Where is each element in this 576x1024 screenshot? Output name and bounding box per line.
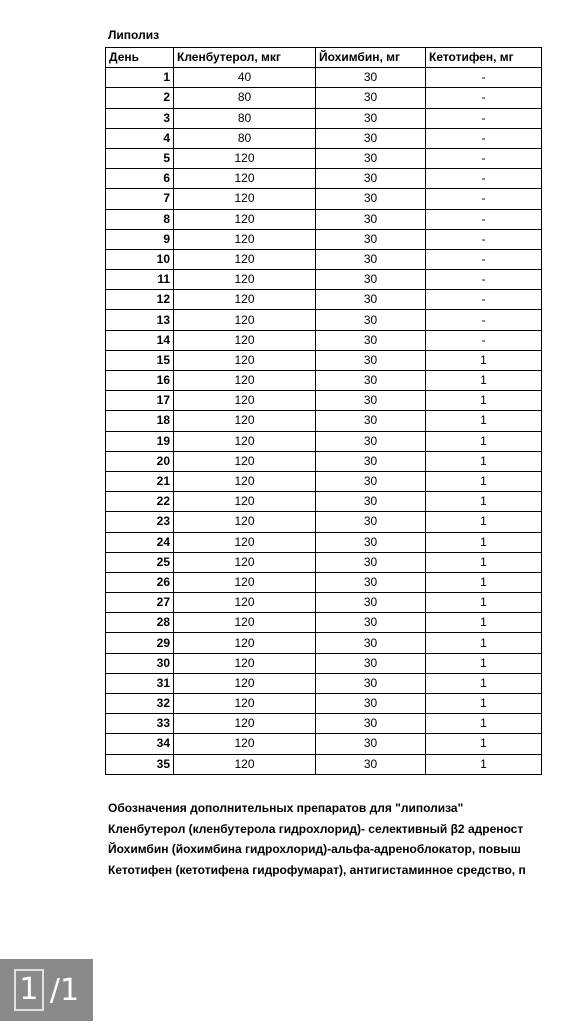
cell-yohimbine: 30: [316, 613, 426, 633]
cell-yohimbine: 30: [316, 290, 426, 310]
cell-ketotifen: -: [426, 128, 542, 148]
note-clenbuterol: Кленбутерол (кленбутерола гидрохлорид)- селективный β2 адреност: [108, 821, 524, 836]
cell-day: 24: [106, 532, 174, 552]
cell-clenbuterol: 120: [174, 572, 316, 592]
cell-day: 8: [106, 209, 174, 229]
cell-day: 7: [106, 189, 174, 209]
table-header-row: [106, 48, 542, 68]
cell-day: 28: [106, 613, 174, 633]
cell-clenbuterol: 120: [174, 532, 316, 552]
cell-clenbuterol: 120: [174, 391, 316, 411]
cell-clenbuterol: 120: [174, 189, 316, 209]
cell-clenbuterol: 120: [174, 411, 316, 431]
cell-day: 4: [106, 128, 174, 148]
table-row: [106, 88, 542, 108]
table-row: [106, 492, 542, 512]
cell-yohimbine: 30: [316, 633, 426, 653]
cell-day: 34: [106, 734, 174, 754]
table-row: [106, 310, 542, 330]
cell-ketotifen: -: [426, 68, 542, 88]
table-row: [106, 572, 542, 592]
cell-day: 13: [106, 310, 174, 330]
page-indicator[interactable]: [0, 959, 93, 1021]
cell-yohimbine: 30: [316, 108, 426, 128]
cell-clenbuterol: 120: [174, 209, 316, 229]
cell-ketotifen: -: [426, 270, 542, 290]
cell-ketotifen: 1: [426, 572, 542, 592]
table-row: [106, 68, 542, 88]
cell-yohimbine: 30: [316, 350, 426, 370]
table-row: [106, 189, 542, 209]
table-row: [106, 633, 542, 653]
cell-ketotifen: -: [426, 310, 542, 330]
cell-yohimbine: 30: [316, 68, 426, 88]
cell-clenbuterol: 120: [174, 593, 316, 613]
table-row: [106, 593, 542, 613]
cell-ketotifen: -: [426, 290, 542, 310]
cell-day: 19: [106, 431, 174, 451]
cell-day: 16: [106, 371, 174, 391]
cell-clenbuterol: 80: [174, 128, 316, 148]
cell-clenbuterol: 80: [174, 88, 316, 108]
cell-ketotifen: 1: [426, 653, 542, 673]
cell-clenbuterol: 120: [174, 249, 316, 269]
cell-ketotifen: -: [426, 229, 542, 249]
cell-clenbuterol: 120: [174, 653, 316, 673]
cell-day: 26: [106, 572, 174, 592]
cell-clenbuterol: 120: [174, 148, 316, 168]
cell-day: 31: [106, 673, 174, 693]
table-row: [106, 411, 542, 431]
cell-clenbuterol: 120: [174, 270, 316, 290]
cell-clenbuterol: 80: [174, 108, 316, 128]
table-row: [106, 108, 542, 128]
cell-ketotifen: 1: [426, 512, 542, 532]
table-row: [106, 613, 542, 633]
cell-yohimbine: 30: [316, 673, 426, 693]
cell-clenbuterol: 120: [174, 371, 316, 391]
cell-clenbuterol: 120: [174, 451, 316, 471]
cell-yohimbine: 30: [316, 471, 426, 491]
header-day: День: [106, 48, 174, 68]
cell-day: 23: [106, 512, 174, 532]
cell-ketotifen: 1: [426, 694, 542, 714]
cell-day: 5: [106, 148, 174, 168]
cell-ketotifen: 1: [426, 593, 542, 613]
cell-ketotifen: 1: [426, 391, 542, 411]
cell-yohimbine: 30: [316, 431, 426, 451]
table-row: [106, 148, 542, 168]
dosage-table: [105, 47, 542, 775]
cell-day: 3: [106, 108, 174, 128]
table-row: [106, 512, 542, 532]
cell-day: 17: [106, 391, 174, 411]
cell-yohimbine: 30: [316, 512, 426, 532]
table-row: [106, 451, 542, 471]
cell-day: 2: [106, 88, 174, 108]
table-row: [106, 371, 542, 391]
cell-yohimbine: 30: [316, 754, 426, 774]
table-row: [106, 532, 542, 552]
table-row: [106, 694, 542, 714]
cell-clenbuterol: 120: [174, 310, 316, 330]
cell-ketotifen: 1: [426, 633, 542, 653]
note-ketotifen: Кетотифен (кетотифена гидрофумарат), антигистаминное средство, п: [108, 862, 526, 877]
cell-ketotifen: 1: [426, 552, 542, 572]
cell-clenbuterol: 120: [174, 512, 316, 532]
cell-ketotifen: -: [426, 189, 542, 209]
cell-yohimbine: 30: [316, 714, 426, 734]
cell-ketotifen: 1: [426, 532, 542, 552]
table-row: [106, 754, 542, 774]
cell-day: 18: [106, 411, 174, 431]
cell-day: 25: [106, 552, 174, 572]
cell-day: 20: [106, 451, 174, 471]
cell-yohimbine: 30: [316, 270, 426, 290]
header-yohimbine: Йохимбин, мг: [316, 48, 426, 68]
cell-ketotifen: -: [426, 209, 542, 229]
cell-yohimbine: 30: [316, 128, 426, 148]
cell-ketotifen: 1: [426, 451, 542, 471]
cell-ketotifen: 1: [426, 411, 542, 431]
cell-ketotifen: 1: [426, 350, 542, 370]
table-row: [106, 209, 542, 229]
cell-yohimbine: 30: [316, 229, 426, 249]
table-row: [106, 673, 542, 693]
table-row: [106, 330, 542, 350]
table-row: [106, 128, 542, 148]
cell-day: 29: [106, 633, 174, 653]
cell-clenbuterol: 120: [174, 613, 316, 633]
cell-day: 14: [106, 330, 174, 350]
cell-yohimbine: 30: [316, 209, 426, 229]
cell-day: 21: [106, 471, 174, 491]
cell-clenbuterol: 120: [174, 330, 316, 350]
cell-yohimbine: 30: [316, 572, 426, 592]
cell-clenbuterol: 120: [174, 229, 316, 249]
table-row: [106, 653, 542, 673]
cell-day: 15: [106, 350, 174, 370]
header-clenbuterol: Кленбутерол, мкг: [174, 48, 316, 68]
cell-yohimbine: 30: [316, 88, 426, 108]
table-row: [106, 734, 542, 754]
cell-day: 35: [106, 754, 174, 774]
cell-ketotifen: 1: [426, 734, 542, 754]
table-row: [106, 552, 542, 572]
cell-yohimbine: 30: [316, 189, 426, 209]
cell-yohimbine: 30: [316, 330, 426, 350]
cell-clenbuterol: 120: [174, 714, 316, 734]
cell-clenbuterol: 120: [174, 492, 316, 512]
cell-clenbuterol: 120: [174, 734, 316, 754]
table-row: [106, 391, 542, 411]
cell-ketotifen: 1: [426, 754, 542, 774]
table-row: [106, 350, 542, 370]
cell-day: 12: [106, 290, 174, 310]
cell-yohimbine: 30: [316, 451, 426, 471]
cell-yohimbine: 30: [316, 148, 426, 168]
cell-yohimbine: 30: [316, 249, 426, 269]
cell-ketotifen: -: [426, 88, 542, 108]
cell-ketotifen: -: [426, 330, 542, 350]
cell-ketotifen: 1: [426, 673, 542, 693]
cell-clenbuterol: 120: [174, 431, 316, 451]
table-row: [106, 229, 542, 249]
cell-clenbuterol: 120: [174, 633, 316, 653]
cell-yohimbine: 30: [316, 411, 426, 431]
document-title: Липолиз: [108, 28, 160, 42]
cell-clenbuterol: 120: [174, 754, 316, 774]
note-yohimbine: Йохимбин (йохимбина гидрохлорид)-альфа-адреноблокатор, повыш: [108, 842, 521, 856]
current-page[interactable]: 1: [14, 969, 44, 1011]
cell-clenbuterol: 120: [174, 552, 316, 572]
cell-ketotifen: -: [426, 249, 542, 269]
header-ketotifen: Кетотифен, мг: [426, 48, 542, 68]
cell-clenbuterol: 120: [174, 673, 316, 693]
cell-yohimbine: 30: [316, 653, 426, 673]
cell-yohimbine: 30: [316, 694, 426, 714]
table-row: [106, 290, 542, 310]
cell-ketotifen: -: [426, 169, 542, 189]
cell-day: 33: [106, 714, 174, 734]
cell-day: 1: [106, 68, 174, 88]
table-row: [106, 471, 542, 491]
cell-clenbuterol: 120: [174, 350, 316, 370]
cell-ketotifen: 1: [426, 714, 542, 734]
cell-yohimbine: 30: [316, 391, 426, 411]
cell-clenbuterol: 40: [174, 68, 316, 88]
cell-yohimbine: 30: [316, 371, 426, 391]
table-row: [106, 714, 542, 734]
cell-ketotifen: -: [426, 108, 542, 128]
notes-heading: Обозначения дополнительных препаратов для "липолиза": [108, 801, 464, 815]
cell-clenbuterol: 120: [174, 694, 316, 714]
cell-yohimbine: 30: [316, 552, 426, 572]
cell-clenbuterol: 120: [174, 169, 316, 189]
table-row: [106, 270, 542, 290]
notes-block: [108, 798, 576, 880]
cell-ketotifen: 1: [426, 471, 542, 491]
cell-yohimbine: 30: [316, 492, 426, 512]
cell-ketotifen: 1: [426, 371, 542, 391]
table-row: [106, 169, 542, 189]
cell-yohimbine: 30: [316, 310, 426, 330]
cell-day: 11: [106, 270, 174, 290]
cell-day: 30: [106, 653, 174, 673]
cell-yohimbine: 30: [316, 734, 426, 754]
table-row: [106, 431, 542, 451]
cell-day: 32: [106, 694, 174, 714]
cell-yohimbine: 30: [316, 593, 426, 613]
cell-day: 6: [106, 169, 174, 189]
cell-ketotifen: 1: [426, 492, 542, 512]
cell-yohimbine: 30: [316, 532, 426, 552]
cell-day: 9: [106, 229, 174, 249]
cell-clenbuterol: 120: [174, 471, 316, 491]
cell-ketotifen: 1: [426, 431, 542, 451]
cell-ketotifen: 1: [426, 613, 542, 633]
cell-ketotifen: -: [426, 148, 542, 168]
total-pages: /1: [49, 972, 80, 1008]
cell-day: 27: [106, 593, 174, 613]
cell-day: 22: [106, 492, 174, 512]
cell-yohimbine: 30: [316, 169, 426, 189]
cell-clenbuterol: 120: [174, 290, 316, 310]
table-row: [106, 249, 542, 269]
cell-day: 10: [106, 249, 174, 269]
